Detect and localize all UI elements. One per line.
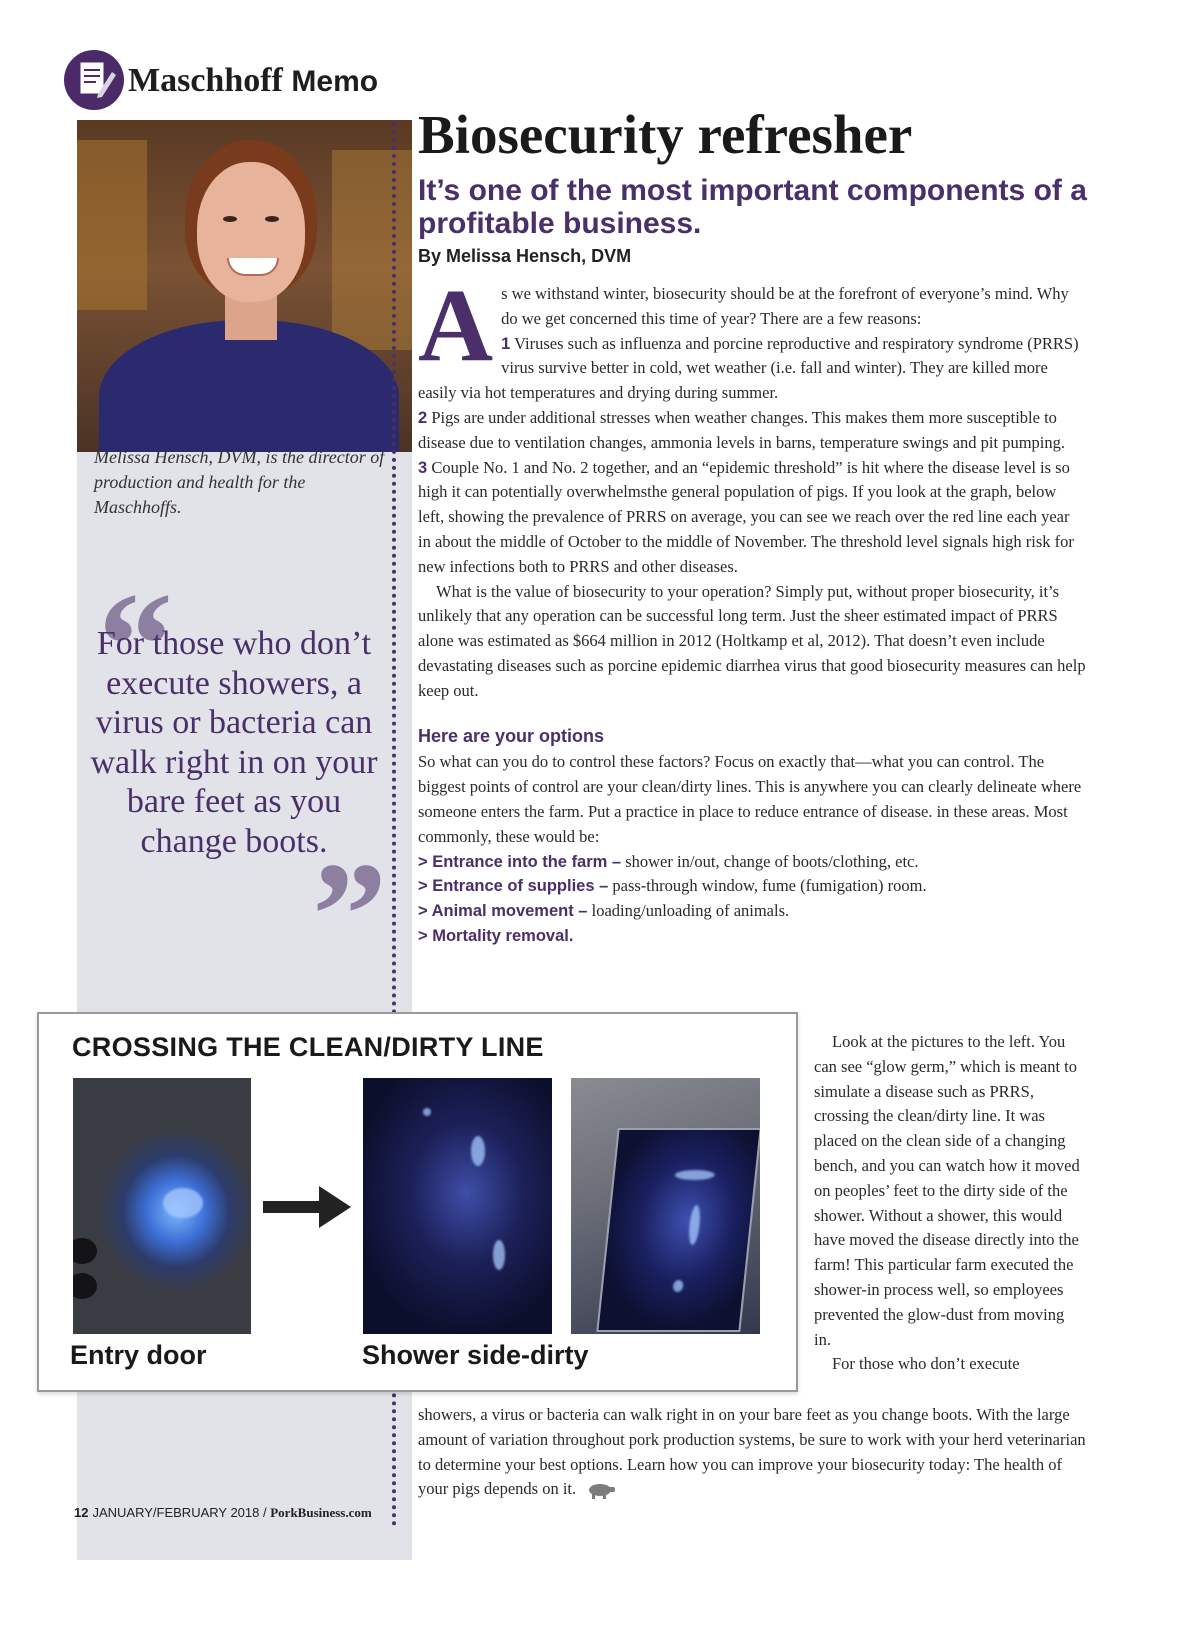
article-byline: By Melissa Hensch, DVM bbox=[418, 246, 632, 266]
right-arrow-icon bbox=[263, 1182, 353, 1232]
entry-door-label: Entry door bbox=[70, 1340, 207, 1370]
page-number: 12 bbox=[74, 1505, 89, 1520]
brand-name: Maschhoff bbox=[128, 62, 283, 99]
options-intro: So what can you do to control these factors? Focus on exactly that—what you can control. The biggest points of control are your clean/dirty lines. This is anywhere you can clearly delineate where someone enters the farm. Put a practice in place to reduce entrance of disease. in these areas. Most commonly, these would be: bbox=[418, 752, 1082, 846]
author-portrait bbox=[77, 120, 412, 452]
shower-side-label: Shower side-dirty bbox=[362, 1340, 589, 1370]
value-paragraph: What is the value of biosecurity to your operation? Simply put, without proper biosecurity, it’s unlikely that any operation can be successful long term. Just the sheer estimated impact of PRRS alone was estimated as $664 million in 2012 (Holtkamp et al, 2012). That doesn’t even include devastating diseases such as porcine epidemic diarrhea virus that good biosecurity measures can help keep out. bbox=[418, 581, 1086, 700]
options-heading: Here are your options bbox=[418, 725, 605, 746]
figure-box bbox=[37, 1012, 798, 1392]
open-quote-mark: “ bbox=[98, 562, 173, 728]
closing-paragraph: showers, a virus or bacteria can walk right in on your bare feet as you change boots. With the large amount of variation throughout pork production systems, be sure to work with your herd veterinarian to determine your best options. Learn how you can improve your biosecurity today: The health of your pigs depends on it. bbox=[418, 1405, 1086, 1499]
entry-door-photo bbox=[73, 1078, 251, 1334]
option-item: > Entrance into the farm – shower in/out, change of boots/clothing, etc. bbox=[418, 851, 919, 871]
intro-paragraph: As we withstand winter, biosecurity should be at the forefront of everyone’s mind. Why do we get concerned this time of year? There are a few reasons: bbox=[418, 268, 1069, 383]
shower-dirty-photo bbox=[363, 1078, 552, 1334]
option-item: > Entrance of supplies – pass-through window, fume (fumigation) room. bbox=[418, 876, 927, 896]
reason-item: 3 Couple No. 1 and No. 2 together, and an “epidemic threshold” is hit where the disease level is so high it can potentially overwhelmsthe general population of pigs. If you look at the graph, below left, showing the prevalence of PRRS on average, you can see we reach over the red line each year in about the middle of October to the middle of November. The threshold level signals high risk for new infections both to PRRS and other diseases. bbox=[418, 457, 1074, 576]
close-quote-mark: ” bbox=[312, 832, 387, 998]
figure-title: CROSSING THE CLEAN/DIRTY LINE bbox=[72, 1032, 544, 1062]
portrait-caption: Melissa Hensch, DVM, is the director of production and health for the Maschhoffs. bbox=[94, 447, 385, 517]
shower-dirty-photo-2 bbox=[571, 1078, 760, 1334]
section-name: Memo bbox=[291, 65, 379, 98]
issue-date: JANUARY/FEBRUARY 2018 / bbox=[92, 1505, 267, 1520]
option-item: > Animal movement – loading/unloading of animals. bbox=[418, 901, 790, 921]
pull-quote: For those who don’t execute showers, a virus or bacteria can walk right in on your bare feet as you change boots. bbox=[90, 625, 378, 860]
reason-item: 2 Pigs are under additional stresses when weather changes. This makes them more susceptible to disease due to ventilation changes, ammonia levels in barns, temperature swings and pit pumping. bbox=[418, 407, 1066, 452]
pig-icon bbox=[586, 1483, 616, 1499]
section-title bbox=[128, 64, 378, 98]
site-name: PorkBusiness.com bbox=[270, 1505, 372, 1520]
drop-cap: A bbox=[418, 268, 494, 383]
article-deck: It’s one of the most important components of a profitable business. bbox=[418, 174, 1087, 240]
page-footer bbox=[74, 1505, 372, 1521]
article-headline: Biosecurity refresher bbox=[418, 104, 913, 165]
figure-side-text: Look at the pictures to the left. You can see “glow germ,” which is meant to simulate a disease such as PRRS, crossing the clean/dirty line. It was placed on the clean side of a changing bench, and you can watch how it moved on peoples’ feet to the dirty side of the shower. Without a shower, this would have moved the disease directly into the farm! This particular farm executed the shower-in process well, so employees prevented the glow-dust from moving in. For those who don’t execute bbox=[814, 1032, 1080, 1374]
option-item: > Mortality removal. bbox=[418, 926, 574, 945]
memo-notepad-icon bbox=[64, 50, 124, 110]
reason-item: 1 Viruses such as influenza and porcine reproductive and respiratory syndrome (PRRS) virus survive better in cold, wet weather (i.e. fall and winter). They are killed more easily via hot temperatures and drying during summer. bbox=[418, 333, 1079, 403]
article-body bbox=[418, 268, 1086, 949]
